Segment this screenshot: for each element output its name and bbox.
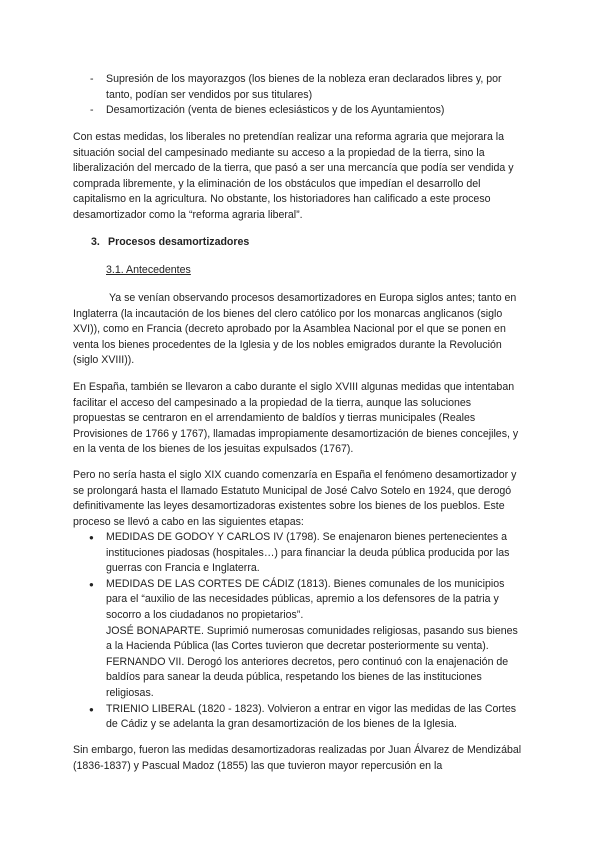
section-heading: [73, 235, 523, 251]
paragraph-mendizabal: Sin embargo, fueron las medidas desamortizadoras realizadas por Juan Álvarez de Mendizábal (1836-1837) y Pascual Madoz (1855) las que tuvieron mayor repercusión en la: [73, 744, 522, 772]
list-item: - Desamortización (venta de bienes eclesiásticos y de los Ayuntamientos): [73, 103, 523, 119]
intro-dash-list: [73, 72, 523, 119]
section-number: 3.: [91, 236, 100, 248]
paragraph-siglo-xix: Pero no sería hasta el siglo XIX cuando comenzaría en España el fenómeno desamortizador y se prolongará hasta el llamado Estatuto Municipal de José Calvo Sotelo en 1924, que derogó definitivamente las leyes desamortizadoras existentes sobre los bienes de los pueblos. Este proceso se llevó a cabo en las siguientes etapas:: [73, 469, 517, 528]
list-item: - Supresión de los mayorazgos (los bienes de la nobleza eran declarados libres y, por tanto, podían ser vendidos por sus titulares): [73, 72, 523, 103]
stage-bonaparte: JOSÉ BONAPARTE. Suprimió numerosas comunidades religiosas, pasando sus bienes a la Hacienda Pública (las Cortes tuvieron que decretar posteriormente su venta).: [106, 624, 518, 653]
subsection-heading: 3.1. Antecedentes: [106, 264, 191, 276]
list-item-godoy: [73, 530, 523, 577]
stage-godoy: MEDIDAS DE GODOY Y CARLOS IV (1798). Se enajenaron bienes pertenecientes a instituciones piadosas (hospitales…) para financiar la deuda pública producida por las guerras con Francia e Inglaterra.: [106, 531, 510, 575]
stages-list: [73, 530, 523, 733]
stage-fernando: FERNANDO VII. Derogó los anteriores decretos, pero continuó con la enajenación de baldíos para sanear la deuda pública, respetando los bienes de las instituciones religiosas.: [106, 655, 509, 699]
list-item-trienio: [73, 702, 523, 733]
paragraph-europa: Ya se venían observando procesos desamortizadores en Europa siglos antes; tanto en Inglaterra (la incautación de los bienes del clero católico por los monarcas anglicanos (siglo XVI)), como en Francia (decreto aprobado por la Asamblea Nacional por el que se ponen en venta los bienes procedentes de la Iglesia y de los nobles emigrados durante la Revolución (siglo XVIII)).: [73, 292, 517, 367]
stage-trienio: TRIENIO LIBERAL (1820 - 1823). Volvieron a entrar en vigor las medidas de las Cortes de Cádiz y se adelanta la gran desamortización de los bienes de la Iglesia.: [106, 702, 517, 731]
paragraph-espana: En España, también se llevaron a cabo durante el siglo XVIII algunas medidas que intentaban facilitar el acceso del campesinado a la propiedad de la tierra, aunque las soluciones propuestas se centraron en el arrendamiento de baldíos y tierras municipales (Reales Provisiones de 1766 y 1767), llamadas impropiamente desamortización de bienes concejiles, y en la venta de los bienes de los jesuitas expulsados (1767).: [73, 381, 519, 456]
paragraph-liberales: Con estas medidas, los liberales no pretendían realizar una reforma agraria que mejorara la situación social del campesinado mediante su acceso a la propiedad de la tierra, sino la liberalización del mercado de la tierra, que pasó a ser una mercancía que podía ser vendida y comprada libremente, y la eliminación de los obstáculos que impedían el desarrollo del capitalismo en la agricultura. No obstante, los historiadores han calificado a este proceso desamortizador como la “reforma agraria liberal”.: [73, 131, 514, 221]
list-item-cortes: [73, 577, 523, 702]
section-title: Procesos desamortizadores: [108, 236, 250, 248]
stage-cortes: ● MEDIDAS DE LAS CORTES DE CÁDIZ (1813). Bienes comunales de los municipios para el “auxilio de las necesidades públicas, apremio a los defensores de la patria y socorro a los ciudadanos no propietarios”.: [106, 577, 505, 621]
